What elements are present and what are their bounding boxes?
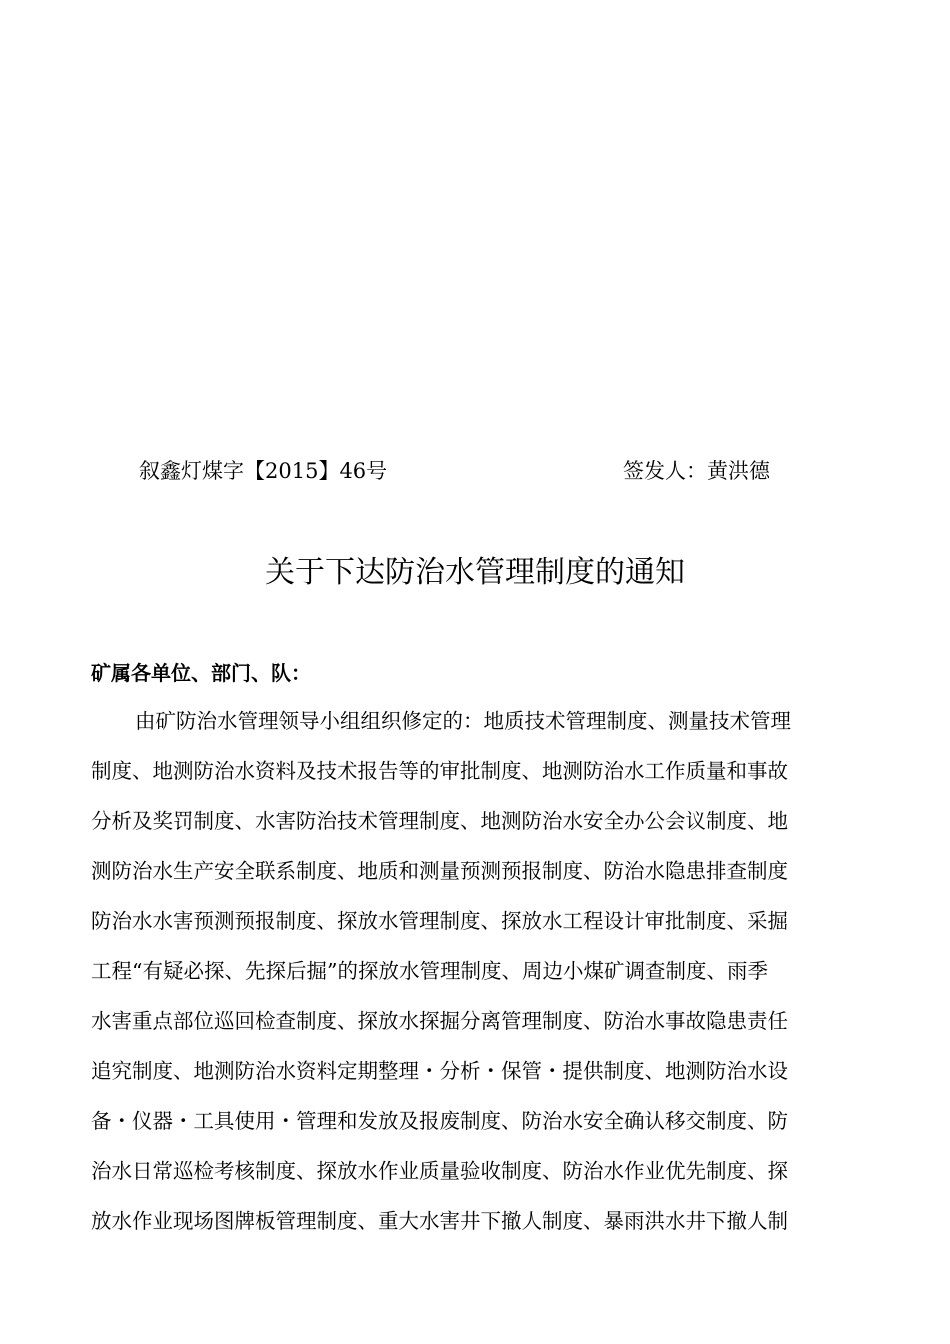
signer: 签发人：黄洪德	[623, 459, 770, 483]
body-line: 治水日常巡检考核制度、探放水作业质量验收制度、防治水作业优先制度、探	[91, 1159, 788, 1183]
body-line: 分析及奖罚制度、水害防治技术管理制度、地测防治水安全办公会议制度、地	[91, 809, 788, 833]
body-line: 由矿防治水管理领导小组组织修定的：地质技术管理制度、测量技术管理	[135, 709, 791, 733]
body-line: 备・仪器・工具使用・管理和发放及报废制度、防治水安全确认移交制度、防	[91, 1109, 788, 1133]
body-line: 放水作业现场图牌板管理制度、重大水害井下撤人制度、暴雨洪水井下撤人制	[91, 1209, 788, 1233]
body-line: 防治水水害预测预报制度、探放水管理制度、探放水工程设计审批制度、采掘	[91, 909, 788, 933]
body-line: 测防治水生产安全联系制度、地质和测量预测预报制度、防治水隐患排查制度	[91, 859, 788, 883]
body-line: 追究制度、地测防治水资料定期整理・分析・保管・提供制度、地测防治水设	[91, 1059, 788, 1083]
body-line: 制度、地测防治水资料及技术报告等的审批制度、地测防治水工作质量和事故	[91, 759, 788, 783]
document-number: 叙鑫灯煤字【2015】46号	[139, 459, 388, 483]
body-line: 工程“有疑必探、先探后掘”的探放水管理制度、周边小煤矿调查制度、雨季	[91, 959, 768, 983]
salutation: 矿属各单位、部门、队：	[91, 661, 311, 685]
document-title: 关于下达防治水管理制度的通知	[265, 555, 685, 590]
body-line: 水害重点部位巡回检查制度、探放水探掘分离管理制度、防治水事故隐患责任	[91, 1009, 788, 1033]
body-text	[91, 703, 881, 1253]
